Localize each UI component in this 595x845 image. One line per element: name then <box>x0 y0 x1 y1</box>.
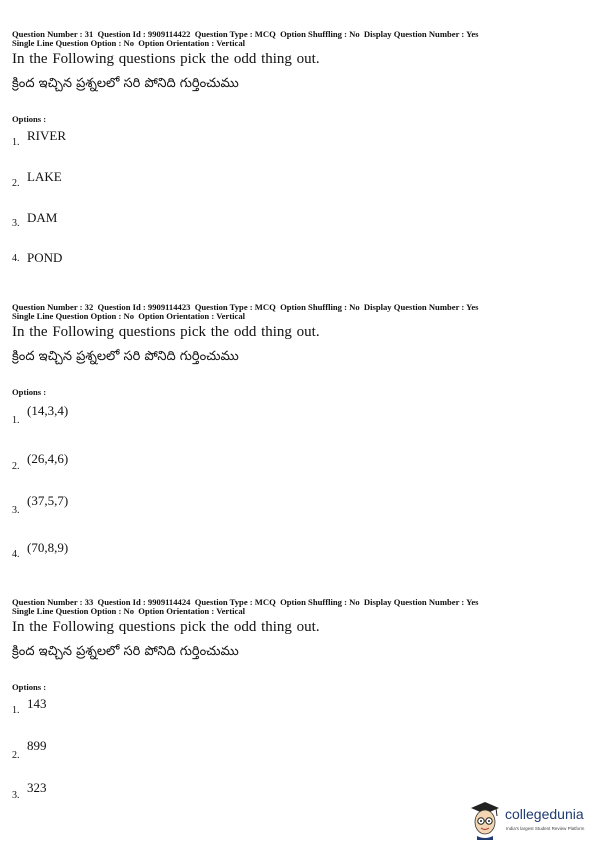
question-text-telugu: క్రింద ఇచ్చిన ప్రశ్నలలో సరి పోనిది గుర్తించుము <box>12 75 239 91</box>
option-number: 3. <box>12 790 20 801</box>
option-value: (26,4,6) <box>27 451 69 466</box>
option-number: 4. <box>12 253 20 264</box>
question-text-english: In the Following questions pick the odd thing out. <box>12 618 320 635</box>
option-value: 899 <box>27 738 47 753</box>
option-item <box>12 540 212 564</box>
option-item <box>12 696 212 720</box>
question-block-32 <box>12 302 582 560</box>
options-label: Options : <box>12 114 47 124</box>
option-number: 3. <box>12 505 20 516</box>
question-meta-line2: Single Line Question Option : No Option Orientation : Vertical <box>12 311 245 322</box>
logo-tagline: India's largest Student Review Platform <box>506 826 585 831</box>
option-value: (37,5,7) <box>27 493 69 508</box>
option-value: RIVER <box>27 128 66 143</box>
options-label: Options : <box>12 387 47 397</box>
question-block-31 <box>12 29 582 265</box>
option-item <box>12 451 212 475</box>
question-text-telugu: క్రింద ఇచ్చిన ప్రశ్నలలో సరి పోనిది గుర్తించుము <box>12 643 239 659</box>
option-number: 1. <box>12 415 20 426</box>
question-meta-line2: Single Line Question Option : No Option Orientation : Vertical <box>12 606 245 617</box>
option-item <box>12 493 212 517</box>
option-number: 4. <box>12 549 20 560</box>
question-block-33 <box>12 597 582 801</box>
question-meta <box>12 30 582 49</box>
option-item <box>12 169 212 193</box>
option-item <box>12 403 212 427</box>
question-meta-line1: Question Number : 31 Question Id : 9909114422 Question Type : MCQ Option Shuffling : No Display Question Number : Yes <box>12 29 479 39</box>
logo-brand-text: collegedunia <box>505 806 584 822</box>
option-value: DAM <box>27 210 58 225</box>
option-item <box>12 210 212 234</box>
options-label: Options : <box>12 682 47 692</box>
option-item <box>12 738 212 762</box>
question-text-telugu: క్రింద ఇచ్చిన ప్రశ్నలలో సరి పోనిది గుర్తించుము <box>12 348 239 364</box>
option-number: 3. <box>12 218 20 229</box>
option-number: 1. <box>12 705 20 716</box>
question-meta <box>12 598 582 617</box>
option-item <box>12 250 212 274</box>
collegedunia-logo <box>469 800 595 840</box>
option-value: 143 <box>27 696 47 711</box>
option-number: 2. <box>12 750 20 761</box>
option-number: 2. <box>12 178 20 189</box>
question-text-english: In the Following questions pick the odd thing out. <box>12 323 320 340</box>
option-number: 1. <box>12 137 20 148</box>
question-meta-line2: Single Line Question Option : No Option Orientation : Vertical <box>12 38 245 49</box>
option-item <box>12 780 212 804</box>
question-meta <box>12 303 582 322</box>
question-meta-line1: Question Number : 32 Question Id : 9909114423 Question Type : MCQ Option Shuffling : No Display Question Number : Yes <box>12 302 479 312</box>
option-value: 323 <box>27 780 47 795</box>
mascot-icon <box>469 800 501 840</box>
question-text-english: In the Following questions pick the odd thing out. <box>12 50 320 67</box>
question-meta-line1: Question Number : 33 Question Id : 9909114424 Question Type : MCQ Option Shuffling : No Display Question Number : Yes <box>12 597 479 607</box>
option-value: (14,3,4) <box>27 403 69 418</box>
option-value: LAKE <box>27 169 62 184</box>
option-value: (70,8,9) <box>27 540 69 555</box>
option-value: POND <box>27 250 63 265</box>
option-item <box>12 128 212 152</box>
option-number: 2. <box>12 461 20 472</box>
